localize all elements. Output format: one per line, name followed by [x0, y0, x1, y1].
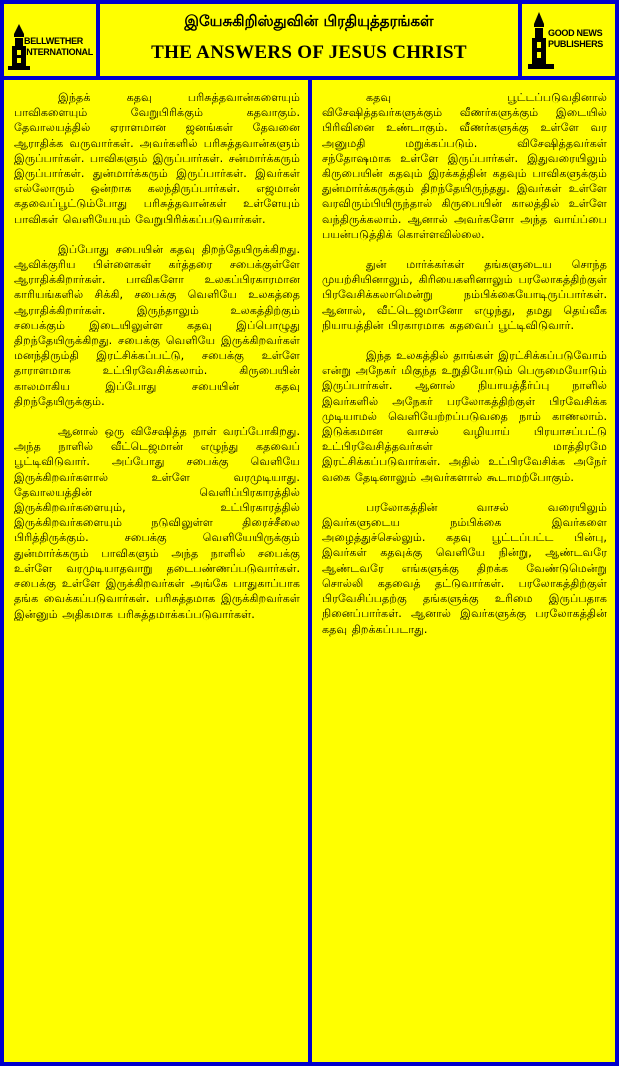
- logo-line2: INTERNATIONAL: [24, 47, 93, 57]
- paragraph: இப்போது சபையின் கதவு திறந்தேயிருக்கிறது. ஆவிக்குரிய பிள்ளைகள் கர்த்தரை சபைக்குள்ளே ஆராதிக்கிறார்கள். பாவிகளோ உலகப்பிரகாரமான காரியங்களில் சிக்கி, சபைக்கு வெளியே உலகத்தை ஆராதிக்கிறார்கள். இருந்தாலும் உலகத்திற்கும் சபைக்கும் இடையிலுள்ள கதவு இப்பொழுது திறந்தேயிருக்கிறது. சபைக்கு வெளியே இருக்கிறவர்கள் மனந்திரும்தி இரட்சிக்கப்பட்டு, சபைக்கு உள்ளே தாராளமாக உட்பிரவேசிக்கலாம். கிருபையின் காலமாகிய இப்போது சபையின் கதவு திறந்தேயிருக்கும்.: [14, 242, 300, 408]
- title-english: THE ANSWERS OF JESUS CHRIST: [151, 42, 467, 63]
- logo-line2: PUBLISHERS: [548, 39, 604, 49]
- title-tamil: இயேசுகிறிஸ்துவின் பிரதியுத்தரங்கள்: [184, 12, 434, 30]
- right-column: [312, 80, 615, 1062]
- bellwether-logo: [4, 4, 96, 76]
- logo-line1: BELLWETHER: [24, 36, 83, 46]
- paragraph: ஆனால் ஒரு விசேஷித்த நாள் வரப்போகிறது. அந்த நாளில் வீட்டெஜமான் எழுந்து கதவைப் பூட்டிவிடுவார். அப்போது சபைக்கு வெளியே இருக்கிறவர்களால் உள்ளே வரமுடியாது. தேவாலயத்தின் வெளிப்பிரகாரத்தில் இருக்கிறவர்களையும், உட்பிரகாரத்தில் இருக்கிறவர்களையும் நடுவிலுள்ள திரைச்சீலை பிரித்திருக்கும். சபைக்கு வெளியேயிருக்கும் துன்மார்க்கரும் பாவிகளும் அந்த நாளில் சபைக்கு உள்ளே வரமுடியாதவாறு தடைபண்ணப்படுவார்கள். சபைக்கு உள்ளே இருக்கிறவர்கள் அங்கே பாதுகாப்பாக தங்க வைக்கப்படுவார்கள். பரிசுத்தமாக இருக்கிறவர்கள் இன்னும் அதிகமாக பரிசுத்தமாக்கப்படுவார்கள்.: [14, 425, 300, 621]
- left-column: [4, 80, 308, 1062]
- paragraph: துன் மார்க்கர்கள் தங்களுடைய சொந்த முயற்சியினாலும், கிரியைகளினாலும் பரலோகத்திற்குள் பிரவேசிக்கலாமென்று நம்பிக்கையோடிருப்பார்கள். ஆனால், வீட்டெஜமானோ எழுந்து, தமது தெய்வீக நியாயத்தின் பிரகாரமாக கதவைப் பூட்டிவிடுவார்.: [322, 258, 607, 332]
- paragraph: கதவு பூட்டப்படுவதினால் விசேஷித்தவர்களுக்கும் வீணர்களுக்கும் இடையில் பிரிவினை உண்டாகும். வீணர்களுக்கு உள்ளே வர அனுமதி மறுக்கப்படும். விசேஷித்தவர்கள் சந்தோஷமாக உள்ளே இருப்பார்கள். இதுவரையிலும் கிருபையின் கதவும் இரக்கத்தின் கதவும் பாவிகளுக்கும் துன்மார்க்கருக்கும் திறந்தேயிருந்தது. இவர்கள் உள்ளே வரவிரும்பியிருந்தால் கிருபையின் காலத்தில் உள்ளே வந்திருக்கலாம். ஆனால் அவர்களோ அந்த வாய்ப்பை பயன்படுத்திக் கொள்ளவில்லை.: [322, 91, 607, 241]
- good-news-logo: [522, 4, 615, 76]
- paragraph: பரலோகத்தின் வாசல் வரையிலும் இவர்களுடைய நம்பிக்கை இவர்களை அழைத்துச்செல்லும். கதவு பூட்டப்பட்ட பின்பு, இவர்கள் கதவுக்கு வெளியே நின்று, ஆண்டவரே ஆண்டவரே எங்களுக்கு திறக்க வேண்டுமென்று சொல்லி கதவைத் தட்டுவார்கள். பரலோகத்திற்குள் பிரவேசிப்பதற்கு தங்களுக்கு உரிமை இருப்பதாக நினைப்பார்கள். ஆனால் இவர்களுக்கு பரலோகத்தின் கதவு திறக்கப்படாது.: [322, 500, 607, 636]
- logo-line1: GOOD NEWS: [548, 28, 603, 38]
- paragraph: இந்த உலகத்தில் தாங்கள் இரட்சிக்கப்படுவோம் என்று அநேகர் மிகுந்த உறுதியோடும் பெருமையோடும் இருப்பார்கள். ஆனால் நியாயத்தீர்ப்பு நாளில் இவர்களில் அநேகர் பரலோகத்திற்குள் பிரவேசிக்க முடியாமல் வெளியேற்றப்படுவதை நாம் காணலாம். இடுக்கமான வாசல் வழியாய் பிரயாசப்பட்டு உட்பிரவேசித்தவர்கள் மாத்திரமே இரட்சிக்கப்படுவார்கள். அதில் உட்பிரவேசிக்க அநேர் வகை தேடினாலும் அவர்களால் கூடாமற்போகும்.: [322, 349, 607, 484]
- paragraph: இந்தக் கதவு பரிசுத்தவான்களையும் பாவிகளையும் வேறுபிரிக்கும் கதவாகும். தேவாலயத்தில் ஏராளமான ஜனங்கள் தேவனை ஆராதிக்க வருவார்கள். அவர்களில் பரிசுத்தவான்களும் இருப்பார்கள். பாவிகளும் இருப்பார்கள். சன்மார்க்கரும் இருப்பார்கள். துன்மார்க்கரும் இருப்பார்கள். இவர்கள் எல்லோரும் ஒன்றாக கலந்திருப்பார்கள். எஜமான் கதவைப்பூட்டும்போது பரிசுத்தவான்கள் உள்ளேயும் பாவிகள் வெளியேயும் வேறுபிரிக்கப்படுவார்கள்.: [14, 91, 300, 226]
- header: [100, 4, 518, 76]
